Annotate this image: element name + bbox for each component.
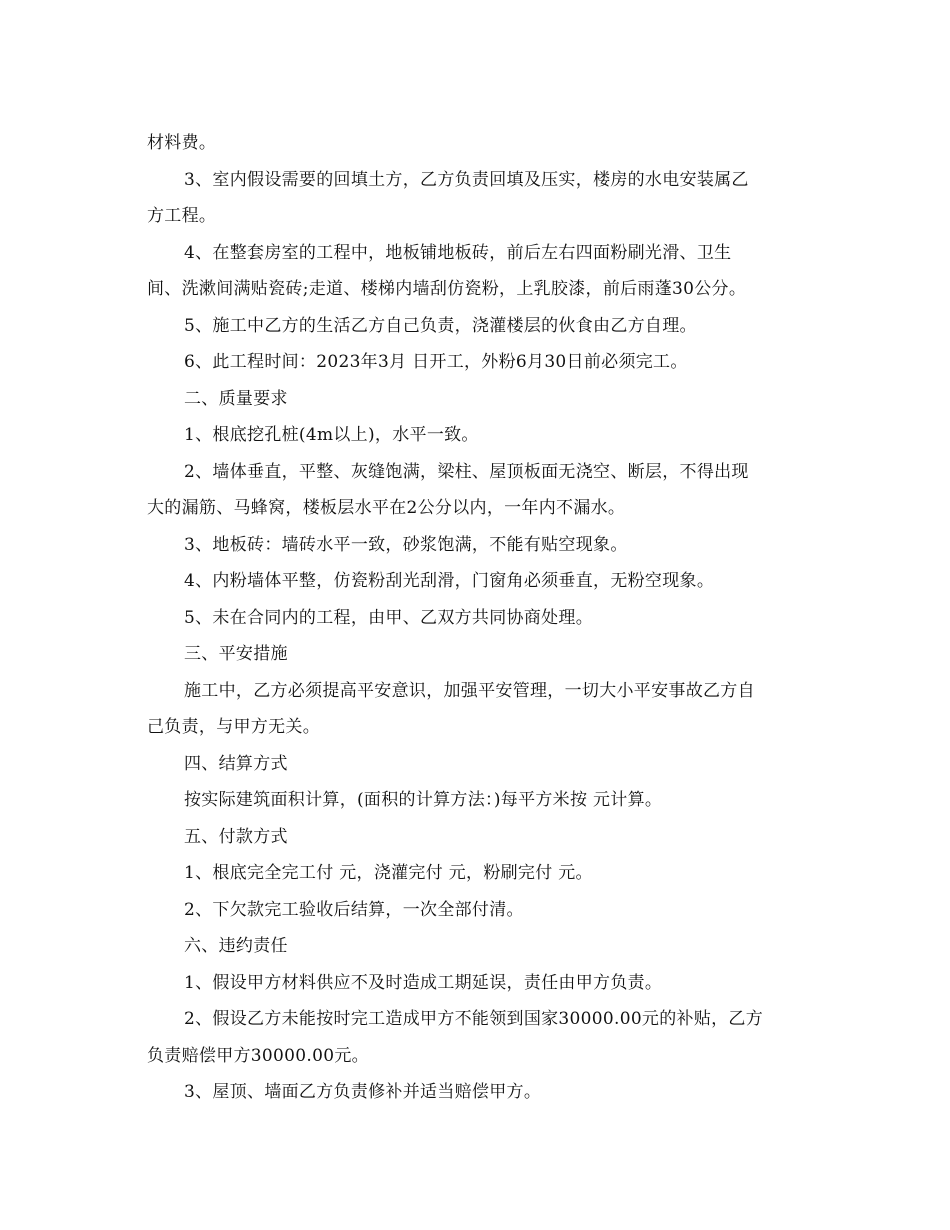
text-line: 1、根底挖孔桩(4m以上)，水平一致。 bbox=[184, 425, 479, 445]
text-line: 大的漏筋、马蜂窝，楼板层水平在2公分以内，一年内不漏水。 bbox=[147, 498, 626, 518]
section-heading: 五、付款方式 bbox=[184, 827, 288, 847]
section-heading: 二、质量要求 bbox=[184, 389, 288, 409]
text-line: 6、此工程时间：2023年3月 日开工，外粉6月30日前必须完工。 bbox=[184, 352, 688, 372]
text-line: 己负责，与甲方无关。 bbox=[147, 717, 320, 737]
text-line: 1、根底完全完工付 元，浇灌完付 元，粉刷完付 元。 bbox=[184, 863, 593, 883]
text-line: 负责赔偿甲方30000.00元。 bbox=[147, 1046, 369, 1066]
text-line: 2、假设乙方未能按时完工造成甲方不能领到国家30000.00元的补贴，乙方 bbox=[184, 1009, 764, 1029]
section-heading: 四、结算方式 bbox=[184, 754, 288, 774]
text-line: 4、在整套房室的工程中，地板铺地板砖，前后左右四面粉刷光滑、卫生 bbox=[184, 243, 732, 263]
text-line: 3、屋顶、墙面乙方负责修补并适当赔偿甲方。 bbox=[184, 1082, 542, 1102]
text-line: 方工程。 bbox=[147, 206, 217, 226]
text-line: 施工中，乙方必须提高平安意识，加强平安管理，一切大小平安事故乙方自 bbox=[184, 681, 755, 701]
section-heading: 六、违约责任 bbox=[184, 936, 288, 956]
text-line: 5、施工中乙方的生活乙方自己负责，浇灌楼层的伙食由乙方自理。 bbox=[184, 316, 697, 336]
text-line: 2、下欠款完工验收后结算，一次全部付清。 bbox=[184, 900, 524, 920]
text-line: 4、内粉墙体平整，仿瓷粉刮光刮滑，门窗角必须垂直，无粉空现象。 bbox=[184, 571, 715, 591]
text-line: 2、墙体垂直，平整、灰缝饱满，梁柱、屋顶板面无浇空、断层，不得出现 bbox=[184, 462, 749, 482]
text-line: 3、地板砖：墙砖水平一致，砂浆饱满，不能有贴空现象。 bbox=[184, 535, 628, 555]
text-line: 3、室内假设需要的回填土方，乙方负责回填及压实，楼房的水电安装属乙 bbox=[184, 170, 749, 190]
section-heading: 三、平安措施 bbox=[184, 644, 288, 664]
text-line: 5、未在合同内的工程，由甲、乙双方共同协商处理。 bbox=[184, 608, 594, 628]
text-line: 按实际建筑面积计算，(面积的计算方法：)每平方米按 元计算。 bbox=[184, 790, 663, 810]
text-line: 材料费。 bbox=[147, 133, 217, 153]
text-line: 1、假设甲方材料供应不及时造成工期延误，责任由甲方负责。 bbox=[184, 973, 663, 993]
text-line: 间、洗漱间满贴瓷砖;走道、楼梯内墙刮仿瓷粉，上乳胶漆，前后雨蓬30公分。 bbox=[147, 279, 747, 299]
